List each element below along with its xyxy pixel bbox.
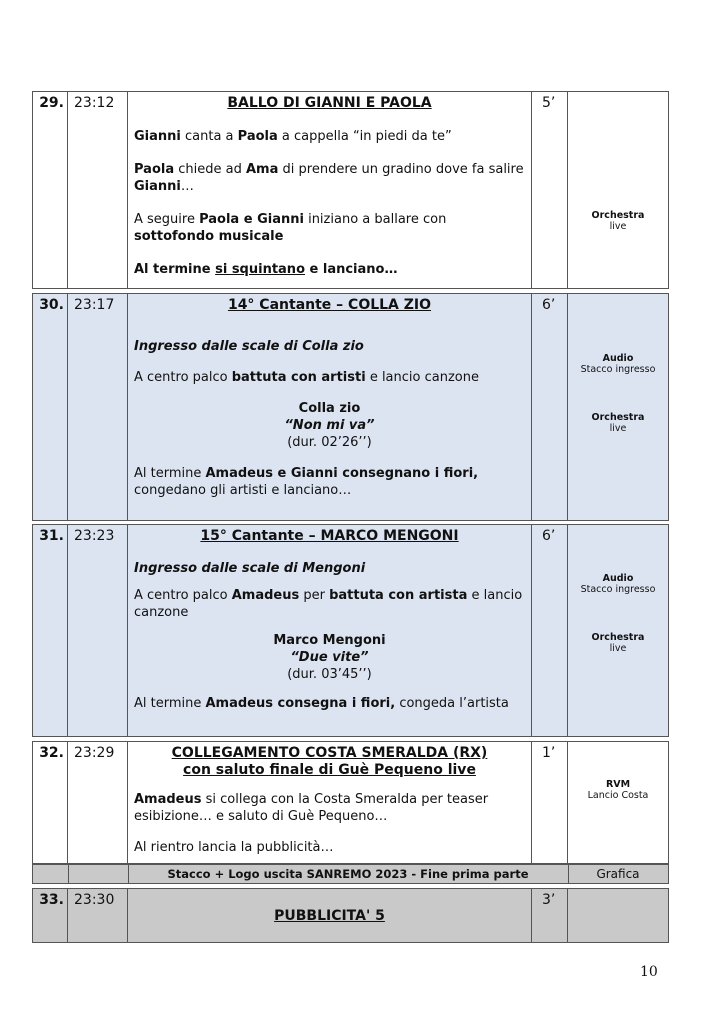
row-number: 32. [33, 742, 68, 863]
row-title: COLLEGAMENTO COSTA SMERALDA (RX) [171, 745, 488, 761]
song-artist: Marco Mengoni [273, 633, 386, 648]
paragraph: A seguire Paola e Gianni iniziano a ballare con sottofondo musicale [134, 212, 447, 244]
paragraph: Gianni canta a Paola a cappella “in piedi da te” [134, 129, 452, 144]
row-content [128, 525, 532, 736]
stacco-text: Stacco + Logo uscita SANREMO 2023 - Fine prima parte [128, 865, 569, 883]
row-31 [32, 524, 669, 737]
row-duration: 6’ [532, 294, 568, 520]
tech-note: Audio Stacco ingresso [580, 353, 656, 375]
row-time: 23:17 [68, 294, 128, 520]
paragraph: Al termine Amadeus e Gianni consegnano i fiori, congedano gli artisti e lanciano… [134, 466, 479, 498]
row-number: 31. [33, 525, 68, 736]
empty-cell [33, 865, 69, 883]
row-duration: 3’ [532, 889, 568, 942]
row-time: 23:29 [68, 742, 128, 863]
tech-note: RVM Lancio Costa [587, 779, 649, 801]
paragraph: Paola chiede ad Ama di prendere un gradino dove fa salire Gianni… [134, 162, 524, 194]
row-time: 23:23 [68, 525, 128, 736]
stacco-tech: Grafica [596, 867, 640, 881]
song-title: “Due vite” [290, 650, 369, 665]
page-number: 10 [640, 964, 658, 980]
row-duration: 5’ [532, 92, 568, 288]
tech-cell [568, 889, 668, 942]
row-32 [32, 741, 669, 864]
row-29 [32, 91, 669, 289]
tech-cell [568, 525, 668, 736]
song-duration: (dur. 03’45’’) [287, 667, 372, 682]
row-title: BALLO DI GIANNI E PAOLA [227, 95, 432, 111]
paragraph: A centro palco Amadeus per battuta con artista e lancio canzone [134, 588, 523, 620]
row-title: 15° Cantante – MARCO MENGONI [200, 528, 459, 544]
entrance-note: Ingresso dalle scale di Mengoni [134, 561, 366, 576]
tech-note: Orchestra live [591, 210, 645, 232]
entrance-note: Ingresso dalle scale di Colla zio [134, 339, 364, 354]
row-subtitle: con saluto finale di Guè Pequeno live [183, 762, 476, 778]
row-duration: 1’ [532, 742, 568, 863]
paragraph: A centro palco battuta con artisti e lancio canzone [134, 370, 479, 385]
stacco-row [32, 864, 669, 884]
row-title: 14° Cantante – COLLA ZIO [227, 297, 432, 313]
row-title: PUBBLICITA' 5 [274, 908, 385, 924]
row-time: 23:30 [68, 889, 128, 942]
row-30 [32, 293, 669, 521]
tech-cell [568, 92, 668, 288]
row-content [128, 742, 532, 863]
song-duration: (dur. 02’26’’) [287, 435, 372, 450]
row-number: 29. [33, 92, 68, 288]
paragraph: Amadeus si collega con la Costa Smeralda per teaser esibizione… e saluto di Guè Pequeno… [134, 792, 489, 824]
paragraph: Al termine Amadeus consegna i fiori, congeda l’artista [134, 696, 509, 711]
tech-note: Audio Stacco ingresso [580, 573, 656, 595]
row-number: 30. [33, 294, 68, 520]
paragraph: Al rientro lancia la pubblicità… [134, 840, 334, 855]
tech-cell [568, 294, 668, 520]
row-33 [32, 888, 669, 943]
row-content [128, 889, 532, 942]
row-time: 23:12 [68, 92, 128, 288]
empty-cell [68, 865, 129, 883]
row-duration: 6’ [532, 525, 568, 736]
paragraph: Al termine si squintano e lanciano… [134, 262, 398, 277]
row-content [128, 294, 532, 520]
song-artist: Colla zio [298, 401, 361, 416]
tech-cell [568, 742, 668, 863]
tech-note: Orchestra live [591, 412, 645, 434]
row-content [128, 92, 532, 288]
song-title: “Non mi va” [284, 418, 375, 433]
tech-note: Orchestra live [591, 632, 645, 654]
row-number: 33. [33, 889, 68, 942]
